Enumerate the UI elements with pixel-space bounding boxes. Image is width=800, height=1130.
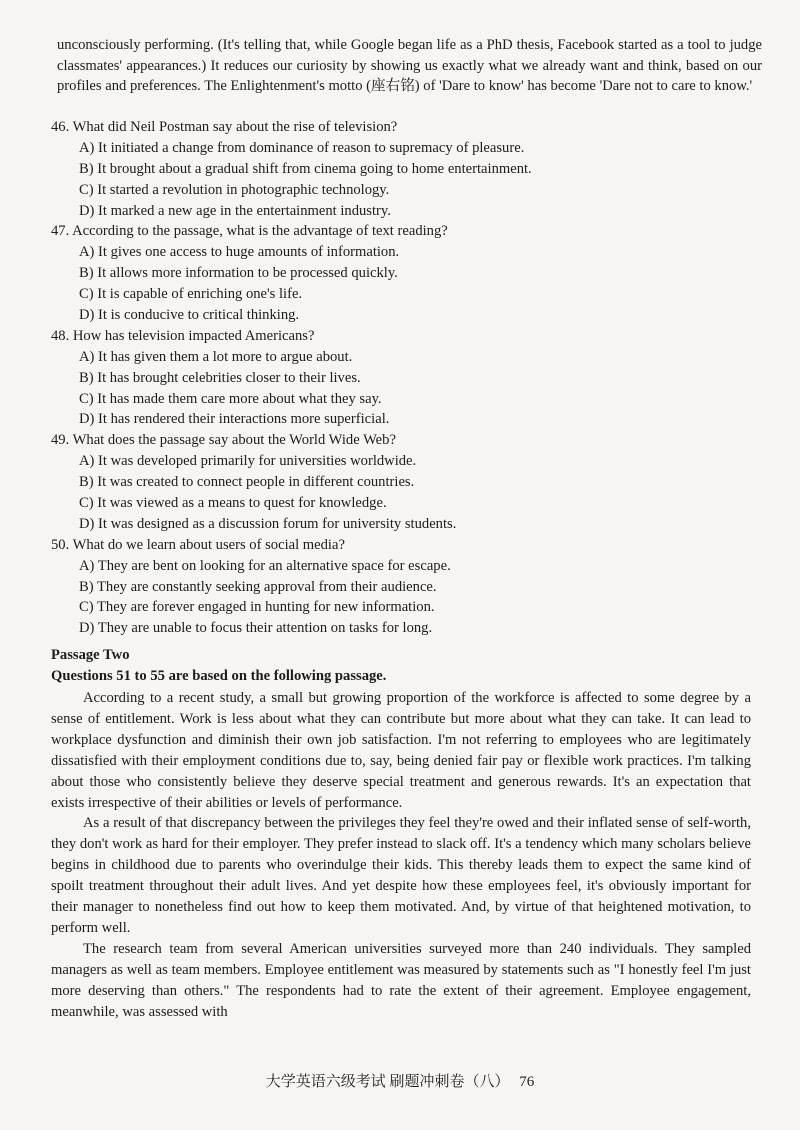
- option-b: B) They are constantly seeking approval from their audience.: [79, 578, 437, 595]
- option-d: D) It was designed as a discussion forum for university students.: [79, 515, 457, 532]
- intro-text: unconsciously performing. (It's telling that, while Google began life as a PhD thesis, Facebook started as a tool to judge classmates' appearances.) It reduces our curiosity by showing us exactly what we already want and think, based on our profiles and preferences. The Enlightenment's motto (座右铭) of 'Dare to know' has become 'Dare not to care to know.': [57, 37, 762, 95]
- page-footer: [0, 1072, 800, 1092]
- option-a: A) It gives one access to huge amounts of information.: [79, 244, 400, 261]
- question-stem: 47. According to the passage, what is the advantage of text reading?: [51, 223, 448, 240]
- question-50: [51, 535, 751, 639]
- option-d: D) It is conducive to critical thinking.: [79, 307, 300, 324]
- option-c: C) They are forever engaged in hunting for new information.: [79, 599, 435, 616]
- question-stem: 48. How has television impacted Americans?: [51, 327, 315, 344]
- option-d: D) It has rendered their interactions more superficial.: [79, 411, 390, 428]
- question-48: [51, 326, 751, 430]
- passage-body: [51, 688, 751, 1023]
- option-c: C) It has made them care more about what they say.: [79, 390, 382, 407]
- option-d: D) It marked a new age in the entertainment industry.: [79, 202, 391, 219]
- question-49: [51, 430, 751, 534]
- option-b: B) It has brought celebrities closer to their lives.: [79, 369, 361, 386]
- option-c: C) It is capable of enriching one's life.: [79, 286, 303, 303]
- passage-paragraph: The research team from several American universities surveyed more than 240 individuals. They sampled managers as well as team members. Employee entitlement was measured by statements such as "I honestly feel I'm just more deserving than others." The respondents had to rate the extent of their agreement. Employee engagement, meanwhile, was assessed with: [51, 940, 751, 1020]
- option-c: C) It was viewed as a means to quest for knowledge.: [79, 495, 387, 512]
- option-b: B) It brought about a gradual shift from cinema going to home entertainment.: [79, 160, 532, 177]
- option-c: C) It started a revolution in photographic technology.: [79, 181, 390, 198]
- passage-heading: Passage Two: [51, 647, 130, 663]
- intro-paragraph: [57, 35, 762, 97]
- option-b: B) It was created to connect people in different countries.: [79, 474, 415, 491]
- question-list: [51, 117, 751, 639]
- question-stem: 50. What do we learn about users of social media?: [51, 536, 345, 553]
- option-a: A) They are bent on looking for an alternative space for escape.: [79, 557, 451, 574]
- passage-paragraph: As a result of that discrepancy between the privileges they feel they're owed and their inflated sense of self-worth, they don't work as hard for their employer. They prefer instead to slack off. It's a tendency which many scholars believe begins in childhood due to parents who overindulge their kids. This thereby leads them to expect the same kind of spoilt treatment throughout their adult lives. And yet despite how these employees feel, it's obviously important for their manager to nonetheless find out how to keep them motivated. And, by virtue of that heightened motivation, to perform well.: [51, 815, 751, 936]
- question-47: [51, 221, 751, 325]
- option-d: D) They are unable to focus their attention on tasks for long.: [79, 620, 433, 637]
- option-a: A) It has given them a lot more to argue about.: [79, 348, 353, 365]
- question-stem: 46. What did Neil Postman say about the rise of television?: [51, 119, 398, 135]
- question-46: [51, 117, 751, 221]
- option-a: A) It initiated a change from dominance of reason to supremacy of pleasure.: [79, 139, 525, 156]
- option-b: B) It allows more information to be processed quickly.: [79, 265, 398, 282]
- page-number: 76: [519, 1074, 535, 1090]
- question-stem: 49. What does the passage say about the World Wide Web?: [51, 432, 396, 449]
- option-a: A) It was developed primarily for universities worldwide.: [79, 453, 417, 470]
- footer-title: 大学英语六级考试 刷题冲刺卷（八）: [265, 1074, 510, 1090]
- passage-subheading: Questions 51 to 55 are based on the following passage.: [51, 668, 387, 684]
- passage-paragraph: According to a recent study, a small but growing proportion of the workforce is affected to some degree by a sense of entitlement. Work is less about what they can contribute but more about what they can take. It can lead to workplace dysfunction and diminish their own job satisfaction. I'm not referring to employees who are legitimately dissatisfied with their employment conditions due to, say, being denied fair pay or flexible work practices. I'm talking about those who consistently believe they deserve special treatment and generous rewards. It's an expectation that exists irrespective of their abilities or levels of performance.: [51, 690, 751, 811]
